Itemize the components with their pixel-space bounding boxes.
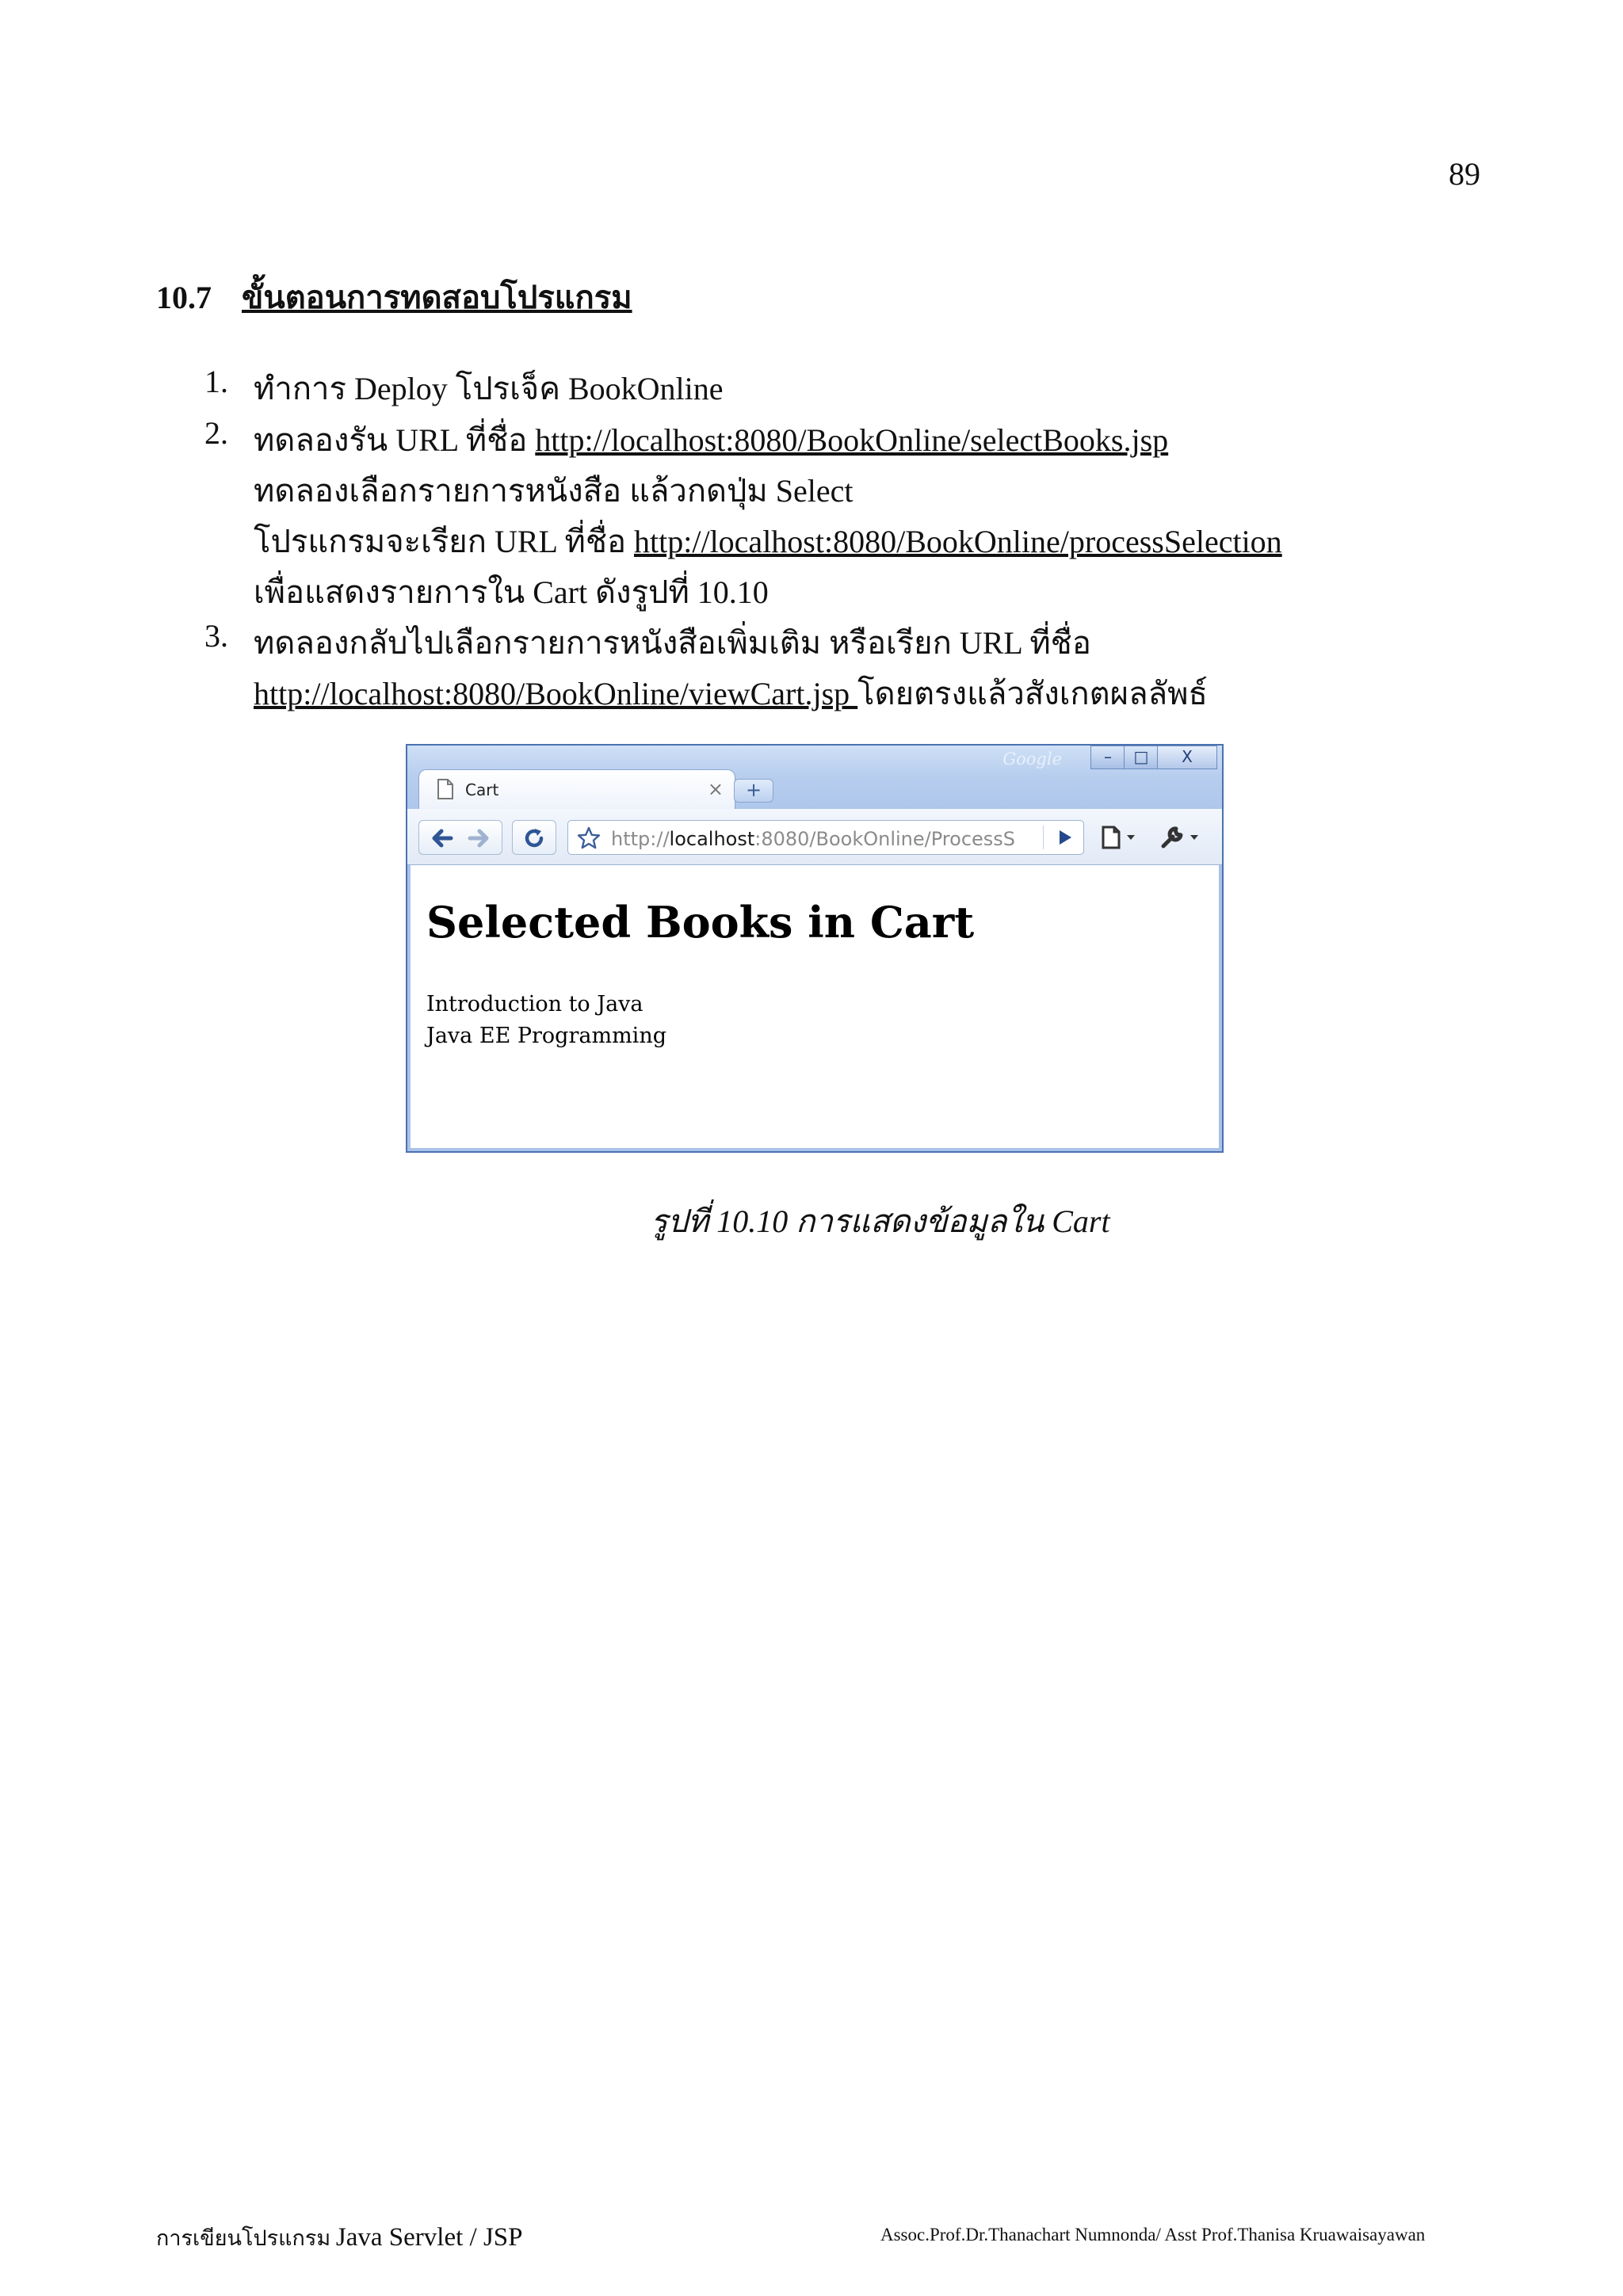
step-2-line-3-text: โปรแกรมจะเรียก URL ที่ชื่อ [254,524,634,559]
wrench-icon[interactable] [1155,820,1211,853]
section-title: ขั้นตอนการทดสอบโปรแกรม [242,280,632,315]
url-path: :8080/BookOnline/ProcessS [754,828,1016,850]
footer-authors: Assoc.Prof.Dr.Thanachart Numnonda/ Asst Prof.Thanisa Kruawaisayawan [880,2225,1426,2245]
tab-close-icon[interactable]: × [707,778,724,800]
browser-toolbar [407,809,1222,865]
reload-icon [516,821,552,854]
footer-course-title [156,2221,523,2255]
maximize-button[interactable]: □ [1124,746,1159,769]
address-divider [1043,826,1044,849]
section-heading [156,272,632,322]
back-arrow-icon[interactable] [424,821,459,854]
footer-thai-text: การเขียนโปรแกรม [156,2226,336,2250]
step-1-marker: 1. [204,364,228,399]
view-cart-url-link[interactable]: http://localhost:8080/BookOnline/viewCart.jsp [254,676,858,711]
url-text [611,828,1023,850]
step-2-line-2: ทดลองเลือกรายการหนังสือ แล้วกดปุ่ม Select [254,473,854,509]
page-number: 89 [1449,156,1480,192]
close-window-button[interactable]: X [1157,746,1217,769]
step-2-line-3 [254,516,1282,566]
step-2-line-1-text: ทดลองรัน URL ที่ชื่อ [254,422,536,458]
step-3-line-1: ทดลองกลับไปเลือกรายการหนังสือเพิ่มเติม หรือเรียก URL ที่ชื่อ [254,625,1091,661]
section-number: 10.7 [156,280,212,315]
browser-window-figure [406,744,1224,1153]
address-bar[interactable] [567,820,1084,855]
step-2-line-1 [254,414,1168,465]
step-3-line-2 [254,668,1208,719]
forward-arrow-icon[interactable] [462,821,497,854]
play-icon[interactable] [1056,821,1074,854]
new-tab-button[interactable]: + [734,779,773,803]
page-menu-icon[interactable] [1095,820,1146,853]
step-3-marker: 3. [204,618,228,654]
cart-item-list [426,989,666,1052]
browser-viewport [411,865,1219,1148]
tab-title: Cart [465,780,499,799]
page-heading: Selected Books in Cart [426,897,975,948]
tab-cart[interactable] [418,769,735,809]
select-books-url-link[interactable]: http://localhost:8080/BookOnline/selectBooks.jsp [535,422,1169,458]
page-icon [437,778,454,803]
google-label: Google [1002,749,1062,769]
navigation-group [418,820,502,855]
url-scheme: http:// [611,828,670,850]
step-1-text: ทำการ Deploy โปรเจ็ค BookOnline [254,371,724,406]
minimize-button[interactable]: – [1090,746,1125,769]
cart-item: Java EE Programming [426,1024,666,1048]
cart-item: Introduction to Java [426,992,643,1016]
process-selection-url-link[interactable]: http://localhost:8080/BookOnline/processSelection [634,524,1282,559]
footer-latin-text: Java Servlet / JSP [335,2223,523,2252]
step-2-marker: 2. [204,415,228,451]
step-2-line-4: เพื่อแสดงรายการใน Cart ดังรูปที่ 10.10 [254,574,769,610]
star-icon[interactable] [576,821,601,854]
step-3-line-2-text: โดยตรงแล้วสังเกตผลลัพธ์ [857,676,1208,711]
figure-caption: รูปที่ 10.10 การแสดงข้อมูลใน Cart [651,1203,1110,1239]
url-host: localhost [669,828,755,850]
reload-button[interactable] [512,820,556,855]
